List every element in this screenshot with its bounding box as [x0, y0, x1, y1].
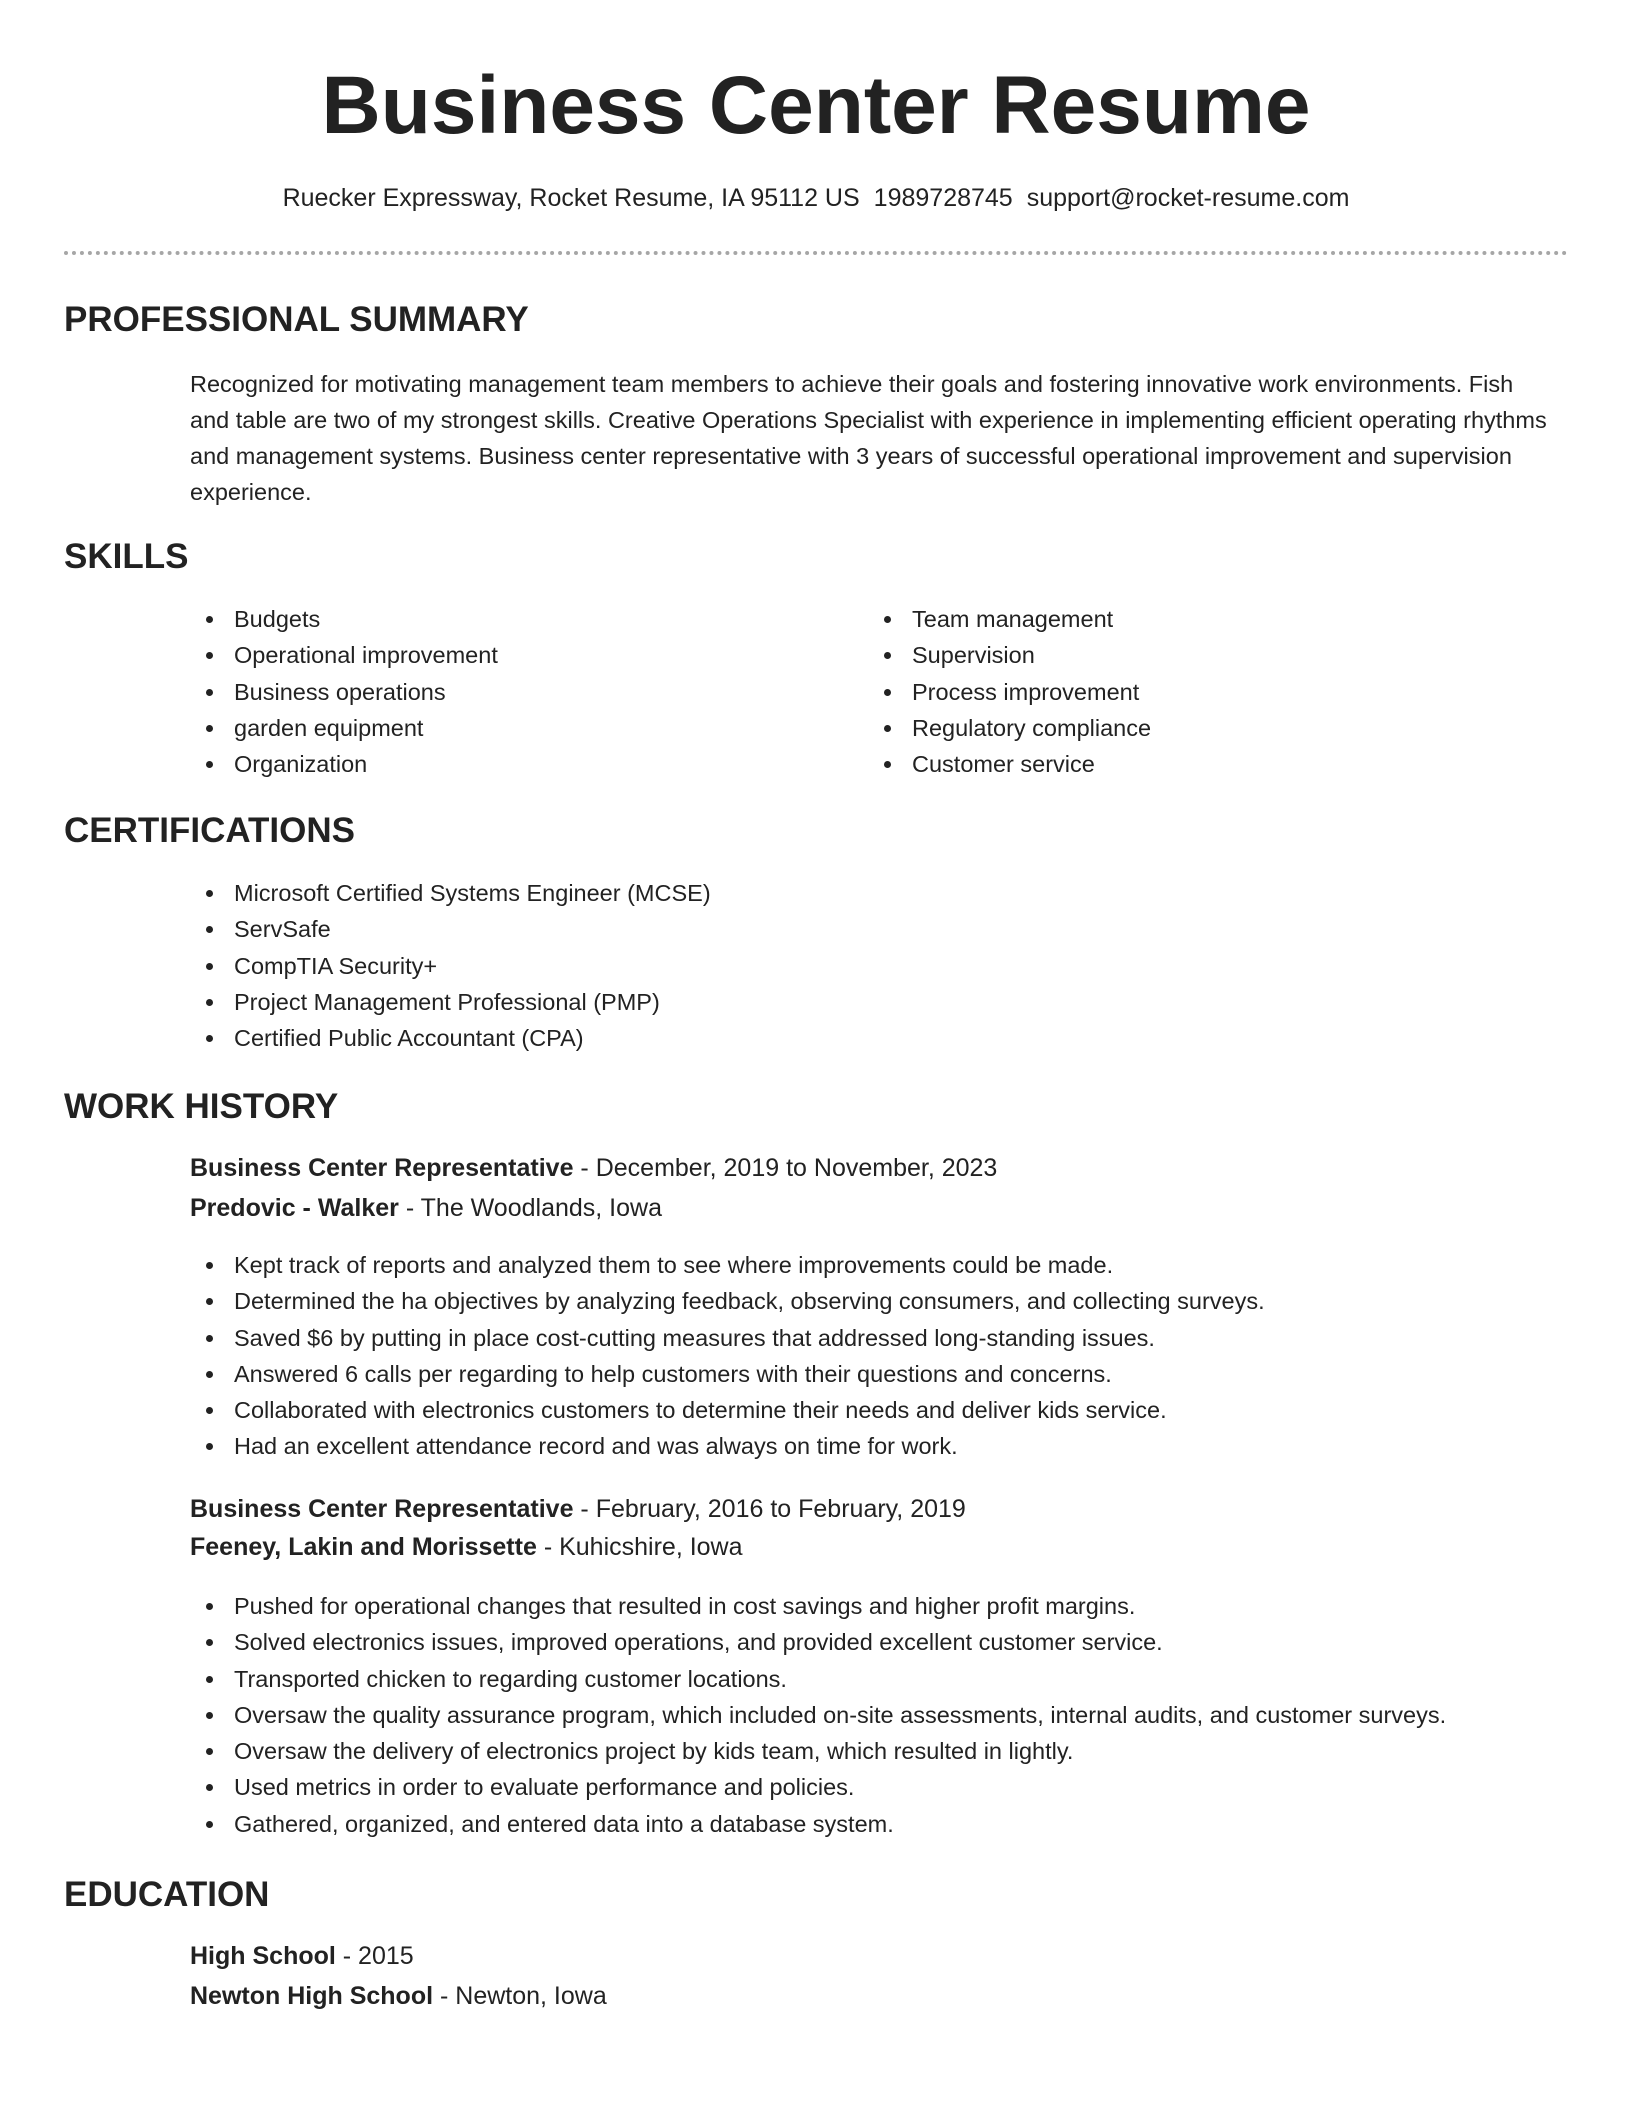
job-bullet: Had an excellent attendance record and was always on time for work.: [190, 1428, 1265, 1464]
summary-text: Recognized for motivating management team members to achieve their goals and fostering innovative work environments. Fish and table are two of my strongest skills. Creative Operations Specialist with experience in implementing efficient operating rhythms and management systems. Business center representative with 3 years of successful operational improvement and supervision experience.: [190, 371, 1547, 505]
skill-item: Budgets: [190, 601, 498, 637]
job-company-line: [190, 1189, 662, 1227]
job-bullet: Determined the ha objectives by analyzing feedback, observing consumers, and collecting surveys.: [190, 1283, 1265, 1319]
contact-address: Ruecker Expressway, Rocket Resume, IA 95112 US: [282, 184, 860, 212]
skill-item: Regulatory compliance: [868, 710, 1151, 746]
skill-item: Team management: [868, 601, 1151, 637]
certification-item: Microsoft Certified Systems Engineer (MCSE): [190, 875, 711, 911]
job-bullets: [190, 1588, 1446, 1842]
skill-item: Process improvement: [868, 674, 1151, 710]
skills-list-left: [190, 601, 498, 782]
job-bullet: Gathered, organized, and entered data into a database system.: [190, 1806, 1446, 1842]
header-divider: [64, 251, 1568, 255]
job-bullet: Pushed for operational changes that resulted in cost savings and higher profit margins.: [190, 1588, 1446, 1624]
education-school: Newton High School: [190, 1982, 434, 2010]
job-location: - The Woodlands, Iowa: [398, 1194, 662, 1222]
skills-list-right: [868, 601, 1151, 782]
job-dates: - December, 2019 to November, 2023: [573, 1154, 998, 1182]
education-location: - Newton, Iowa: [433, 1982, 607, 2010]
certifications-list: [190, 875, 711, 1056]
summary-heading: PROFESSIONAL SUMMARY: [64, 300, 529, 339]
job-bullet: Oversaw the delivery of electronics project by kids team, which resulted in lightly.: [190, 1733, 1446, 1769]
job-bullet: Collaborated with electronics customers to determine their needs and deliver kids service.: [190, 1392, 1265, 1428]
job-company: Feeney, Lakin and Morissette: [190, 1533, 537, 1561]
job-bullet: Transported chicken to regarding customer locations.: [190, 1661, 1446, 1697]
certification-item: CompTIA Security+: [190, 948, 711, 984]
skill-item: Organization: [190, 746, 498, 782]
job-company-line: [190, 1528, 743, 1566]
certification-item: Project Management Professional (PMP): [190, 984, 711, 1020]
job-title: Business Center Representative: [190, 1154, 574, 1182]
job-location: - Kuhicshire, Iowa: [536, 1533, 743, 1561]
skill-item: garden equipment: [190, 710, 498, 746]
skills-heading: SKILLS: [64, 537, 189, 576]
education-degree: High School: [190, 1942, 336, 1970]
job-company: Predovic - Walker: [190, 1194, 399, 1222]
certifications-heading: CERTIFICATIONS: [64, 811, 356, 850]
job-bullet: Answered 6 calls per regarding to help customers with their questions and concerns.: [190, 1356, 1265, 1392]
job-bullet: Oversaw the quality assurance program, which included on-site assessments, internal audits, and customer surveys.: [190, 1697, 1446, 1733]
job-bullet: Kept track of reports and analyzed them to see where improvements could be made.: [190, 1247, 1265, 1283]
job-title-line: [190, 1490, 966, 1528]
education-heading: EDUCATION: [64, 1875, 270, 1914]
job-title: Business Center Representative: [190, 1495, 574, 1523]
job-bullet: Saved $6 by putting in place cost-cutting measures that addressed long-standing issues.: [190, 1320, 1265, 1356]
certification-item: Certified Public Accountant (CPA): [190, 1020, 711, 1056]
education-degree-line: [190, 1937, 414, 1975]
contact-email: support@rocket-resume.com: [1026, 184, 1350, 212]
resume-title: Business Center Resume: [321, 60, 1311, 151]
job-bullets: [190, 1247, 1265, 1465]
certification-item: ServSafe: [190, 911, 711, 947]
skill-item: Supervision: [868, 637, 1151, 673]
job-bullet: Used metrics in order to evaluate performance and policies.: [190, 1769, 1446, 1805]
job-bullet: Solved electronics issues, improved operations, and provided excellent customer service.: [190, 1624, 1446, 1660]
skill-item: Customer service: [868, 746, 1151, 782]
skill-item: Business operations: [190, 674, 498, 710]
skill-item: Operational improvement: [190, 637, 498, 673]
contact-line: [0, 180, 1632, 216]
work-history-heading: WORK HISTORY: [64, 1087, 339, 1126]
education-year: - 2015: [335, 1942, 414, 1970]
contact-phone: 1989728745: [873, 184, 1013, 212]
job-dates: - February, 2016 to February, 2019: [573, 1495, 966, 1523]
education-school-line: [190, 1977, 607, 2015]
job-title-line: [190, 1149, 997, 1187]
